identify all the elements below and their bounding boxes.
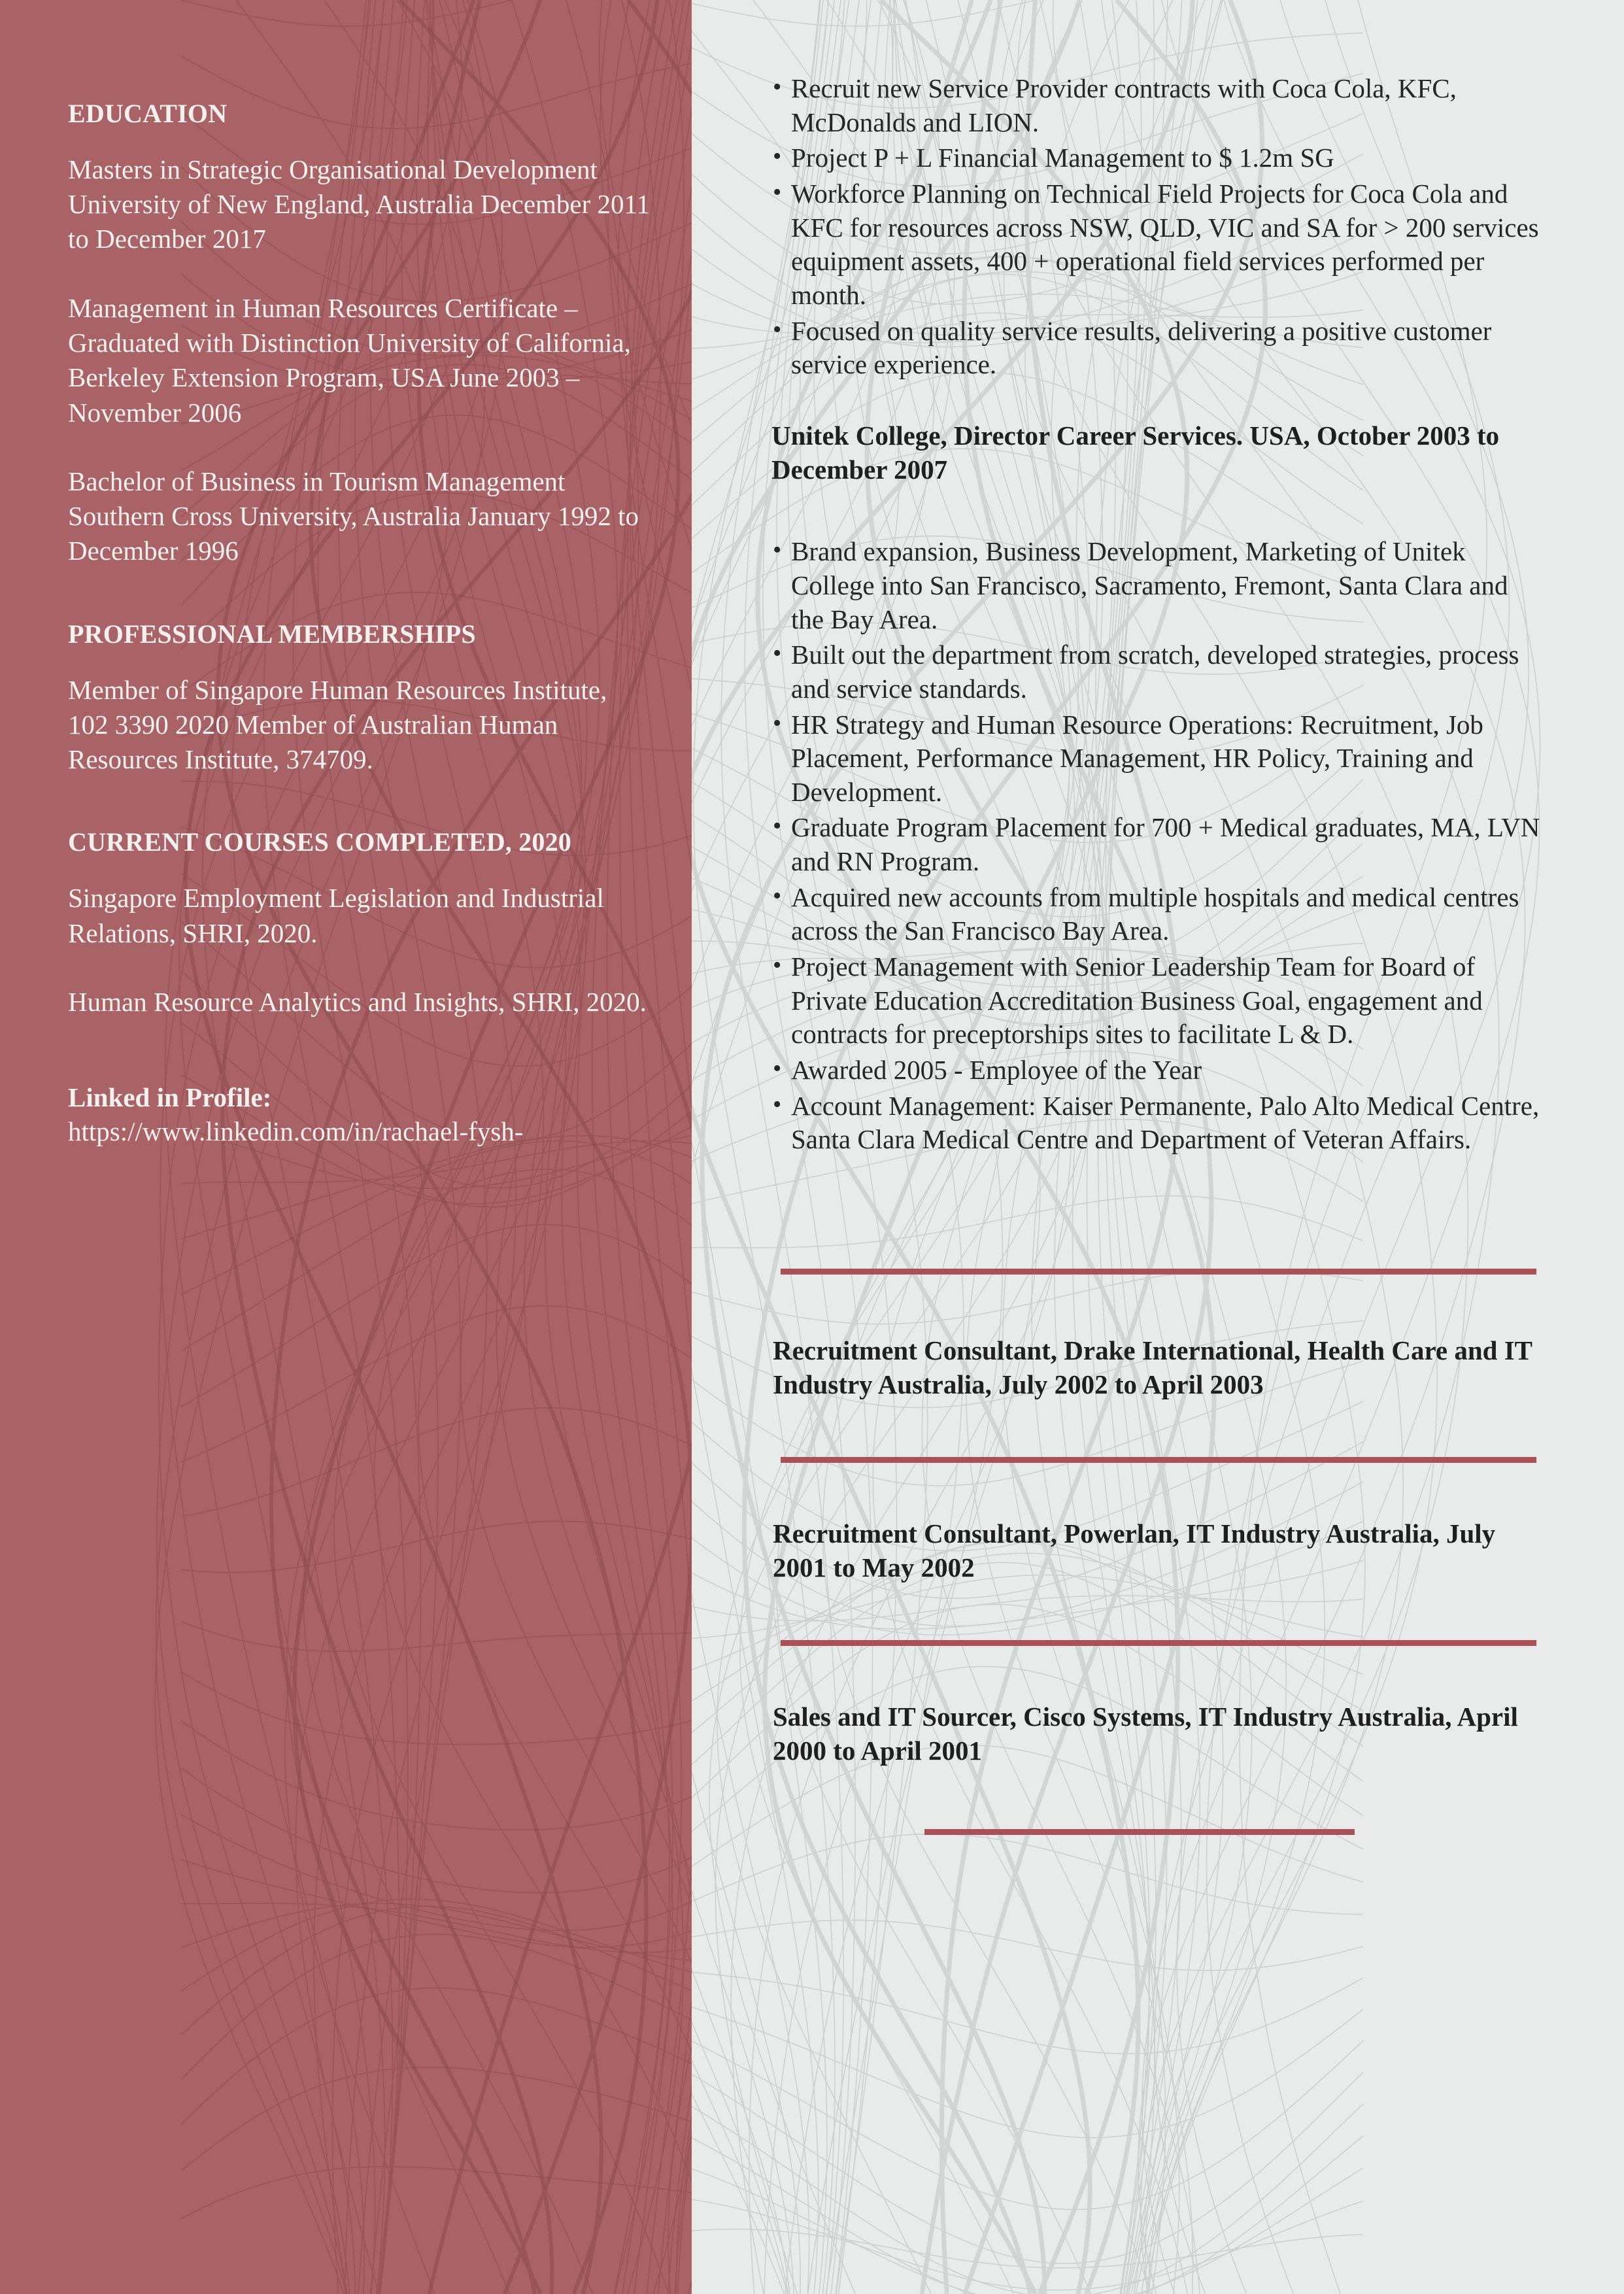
unitek-bullet-list xyxy=(771,535,1543,1157)
divider-rule-3 xyxy=(781,1640,1536,1646)
education-item-certificate: Management in Human Resources Certificate – Graduated with Distinction University of California, Berkeley Extension Program, USA June 2003 – November 2006 xyxy=(68,292,631,428)
list-item: • Built out the department from scratch, developed strategies, process and service standards. xyxy=(771,638,1543,706)
list-item: • Workforce Planning on Technical Field Projects for Coca Cola and KFC for resources across NSW, QLD, VIC and SA for > 200 services equipment assets, 400 + operational field services performed per month. xyxy=(771,177,1543,313)
divider-rule-1 xyxy=(781,1269,1536,1275)
linkedin-label: Linked in Profile: xyxy=(68,1082,272,1113)
list-item: • Brand expansion, Business Development, Marketing of Unitek College into San Francisco, Sacramento, Fremont, Santa Clara and the Bay Area. xyxy=(771,535,1543,636)
list-item: • Graduate Program Placement for 700 + Medical graduates, MA, LVN and RN Program. xyxy=(771,811,1543,878)
course-item-analytics: Human Resource Analytics and Insights, SHRI, 2020. xyxy=(68,986,647,1017)
sidebar-content xyxy=(68,98,650,1150)
list-item: • HR Strategy and Human Resource Operations: Recruitment, Job Placement, Performance Management, HR Policy, Training and Development. xyxy=(771,708,1543,810)
spacer xyxy=(771,487,1543,535)
list-item: • Project P + L Financial Management to $ 1.2m SG xyxy=(771,141,1543,175)
education-item-bachelor: Bachelor of Business in Tourism Management Southern Cross University, Australia January 1992 to December 1996 xyxy=(68,466,639,566)
education-item-masters: Masters in Strategic Organisational Development University of New England, Australia December 2011 to December 2017 xyxy=(68,154,650,254)
list-item: • Account Management: Kaiser Permanente, Palo Alto Medical Centre, Santa Clara Medical Centre and Department of Veteran Affairs. xyxy=(771,1089,1543,1157)
list-item: • Acquired new accounts from multiple hospitals and medical centres across the San Francisco Bay Area. xyxy=(771,881,1543,948)
spacer xyxy=(68,811,650,827)
list-item: • Awarded 2005 - Employee of the Year xyxy=(771,1053,1543,1087)
drake-job-entry xyxy=(773,1334,1551,1401)
powerlan-job-entry xyxy=(773,1517,1551,1584)
unitek-job-heading: Unitek College, Director Career Services. USA, October 2003 to December 2007 xyxy=(771,420,1500,485)
spacer xyxy=(771,384,1543,419)
divider-rule-4 xyxy=(924,1829,1355,1835)
list-item: • Recruit new Service Provider contracts with Coca Cola, KFC, McDonalds and LION. xyxy=(771,72,1543,139)
spacer xyxy=(68,1053,650,1081)
cisco-job-heading: Sales and IT Sourcer, Cisco Systems, IT Industry Australia, April 2000 to April 2001 xyxy=(773,1702,1518,1766)
divider-rule-2 xyxy=(781,1457,1536,1463)
list-item: • Project Management with Senior Leadership Team for Board of Private Education Accreditation Business Goal, engagement and contracts for preceptorships sites to facilitate L & D. xyxy=(771,950,1543,1052)
powerlan-job-heading: Recruitment Consultant, Powerlan, IT Industry Australia, July 2001 to May 2002 xyxy=(773,1518,1496,1583)
education-heading: EDUCATION xyxy=(68,99,228,128)
cisco-job-entry xyxy=(773,1700,1551,1768)
membership-item: Member of Singapore Human Resources Institute, 102 3390 2020 Member of Australian Human Resources Institute, 374709. xyxy=(68,674,607,775)
course-item-legislation: Singapore Employment Legislation and Industrial Relations, SHRI, 2020. xyxy=(68,883,604,948)
list-item: • Focused on quality service results, delivering a positive customer service experience. xyxy=(771,315,1543,382)
current-role-bullet-list xyxy=(771,72,1543,382)
drake-job-heading: Recruitment Consultant, Drake International, Health Care and IT Industry Australia, July 2002 to April 2003 xyxy=(773,1335,1532,1399)
courses-heading: CURRENT COURSES COMPLETED, 2020 xyxy=(68,827,572,857)
linkedin-url[interactable]: https://www.linkedin.com/in/rachael-fysh- xyxy=(68,1116,524,1147)
main-content xyxy=(771,72,1543,1159)
memberships-heading: PROFESSIONAL MEMBERSHIPS xyxy=(68,619,476,649)
spacer xyxy=(68,603,650,619)
